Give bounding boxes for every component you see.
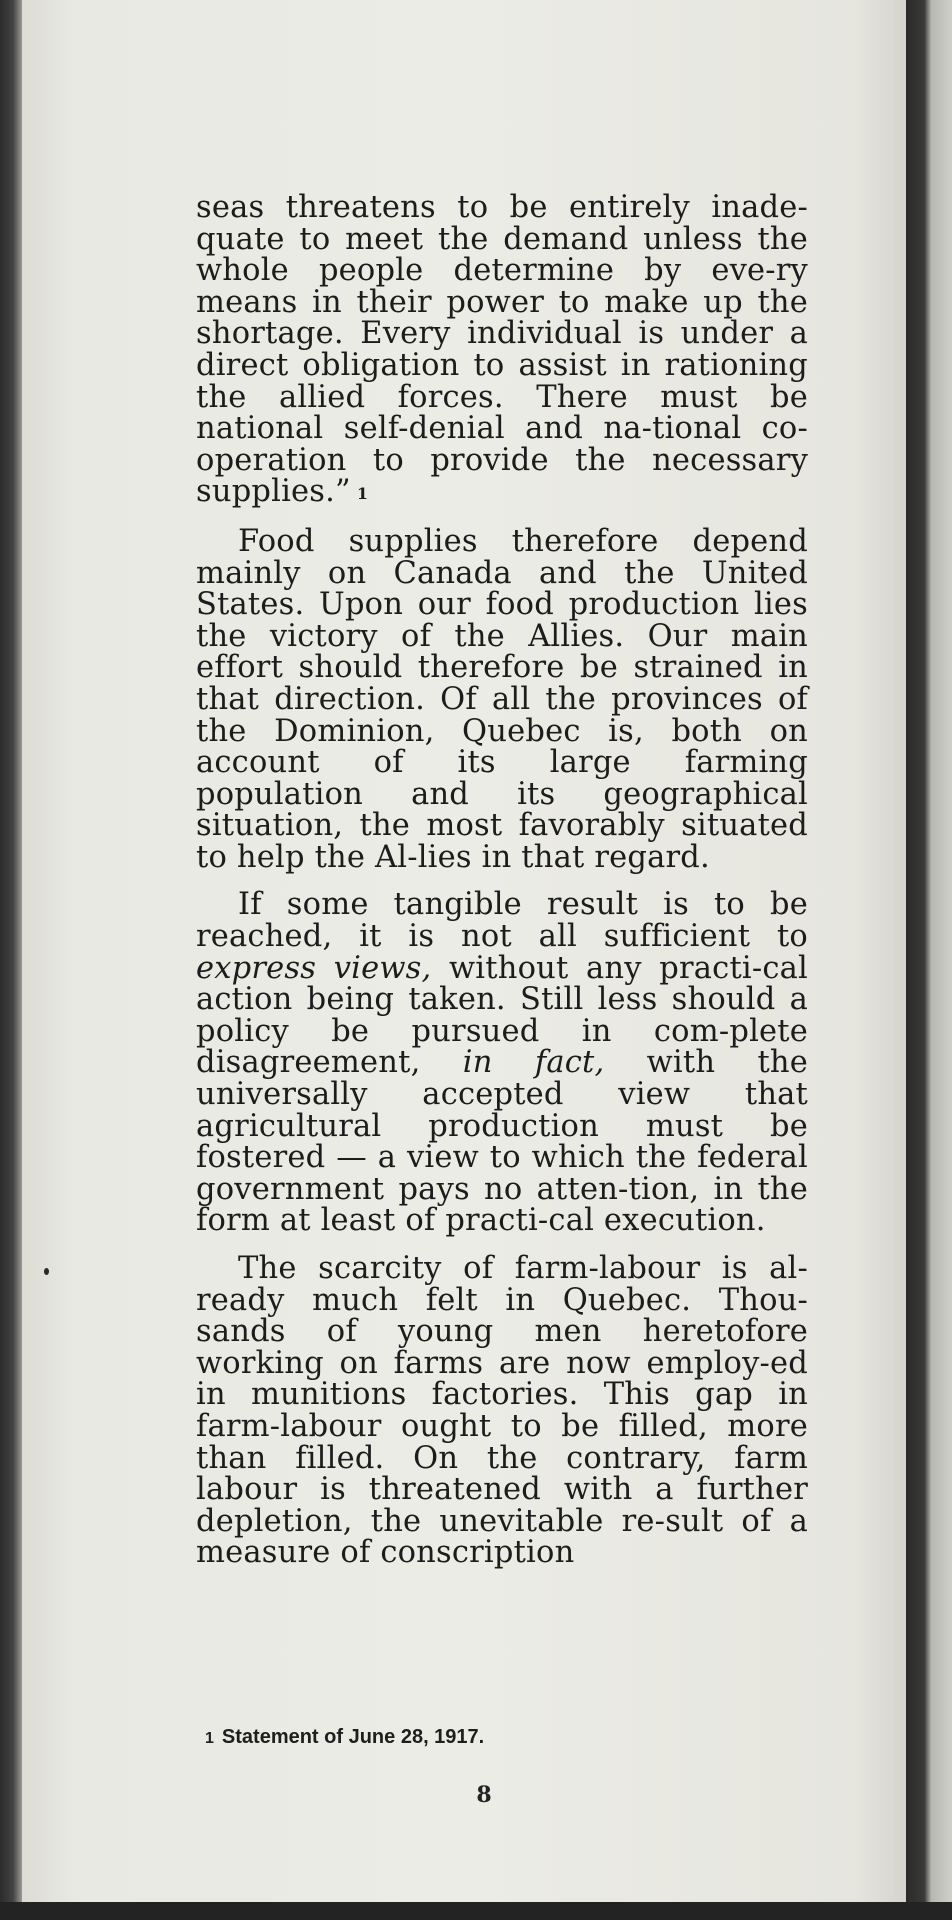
footnote-number: 1 [205, 1730, 214, 1747]
italic-phrase: express views, [196, 950, 432, 986]
dust-speck [44, 1268, 49, 1275]
paragraph [196, 1253, 808, 1569]
paragraph [196, 889, 808, 1237]
scan-bottom-edge [0, 1902, 952, 1920]
text-run: Food supplies therefore depend mainly on Canada and the United States. Upon our food production lies the victory of the Allies. Our main effort should therefore be strained in that direction. Of all the provinces of the Dominion, Quebec is, both on account of its large farming population and its geographical situation, the most favorably situated to help the Al-lies in that regard. [196, 523, 808, 875]
scan-right-edge [906, 0, 952, 1920]
page-number [0, 1782, 952, 1808]
text-run: seas threatens to be entirely inade-quate to meet the demand unless the whole people determine by eve-ry means in their power to make up the shortage. Every individual is under a direct obligation to assist in rationing the allied forces. There must be national self-denial and na-tional co-operation to provide the necessary supplies.” [196, 190, 808, 510]
italic-phrase: in fact, [462, 1045, 605, 1081]
scan-left-edge [0, 0, 22, 1920]
text-run: The scarcity of farm-labour is al-ready much felt in Quebec. Thou-sands of young men heretofore working on farms are now employ-ed in munitions factories. This gap in farm-labour ought to be filled, more than filled. On the contrary, farm labour is threatened with a further depletion, the unevitable re-sult of a measure of conscription [196, 1251, 808, 1571]
page-number-value: 8 [476, 1782, 492, 1808]
text-run: without any practi-cal action being taken. Still less should a policy be pursued in com-plete disagreement, [196, 950, 808, 1081]
footnote-ref: 1 [356, 484, 369, 504]
footnote [205, 1726, 484, 1749]
paragraph [196, 523, 808, 875]
body-text [196, 192, 808, 1569]
text-run: If some tangible result is to be reached, it is not all sufficient to [196, 887, 808, 955]
paragraph [196, 192, 808, 510]
footnote-text: Statement of June 28, 1917. [221, 1726, 485, 1748]
text-run: with the universally accepted view that agricultural production must be fostered — a view to which the federal government pays no atten-tion, in the form at least of practi-cal execution. [196, 1045, 808, 1239]
